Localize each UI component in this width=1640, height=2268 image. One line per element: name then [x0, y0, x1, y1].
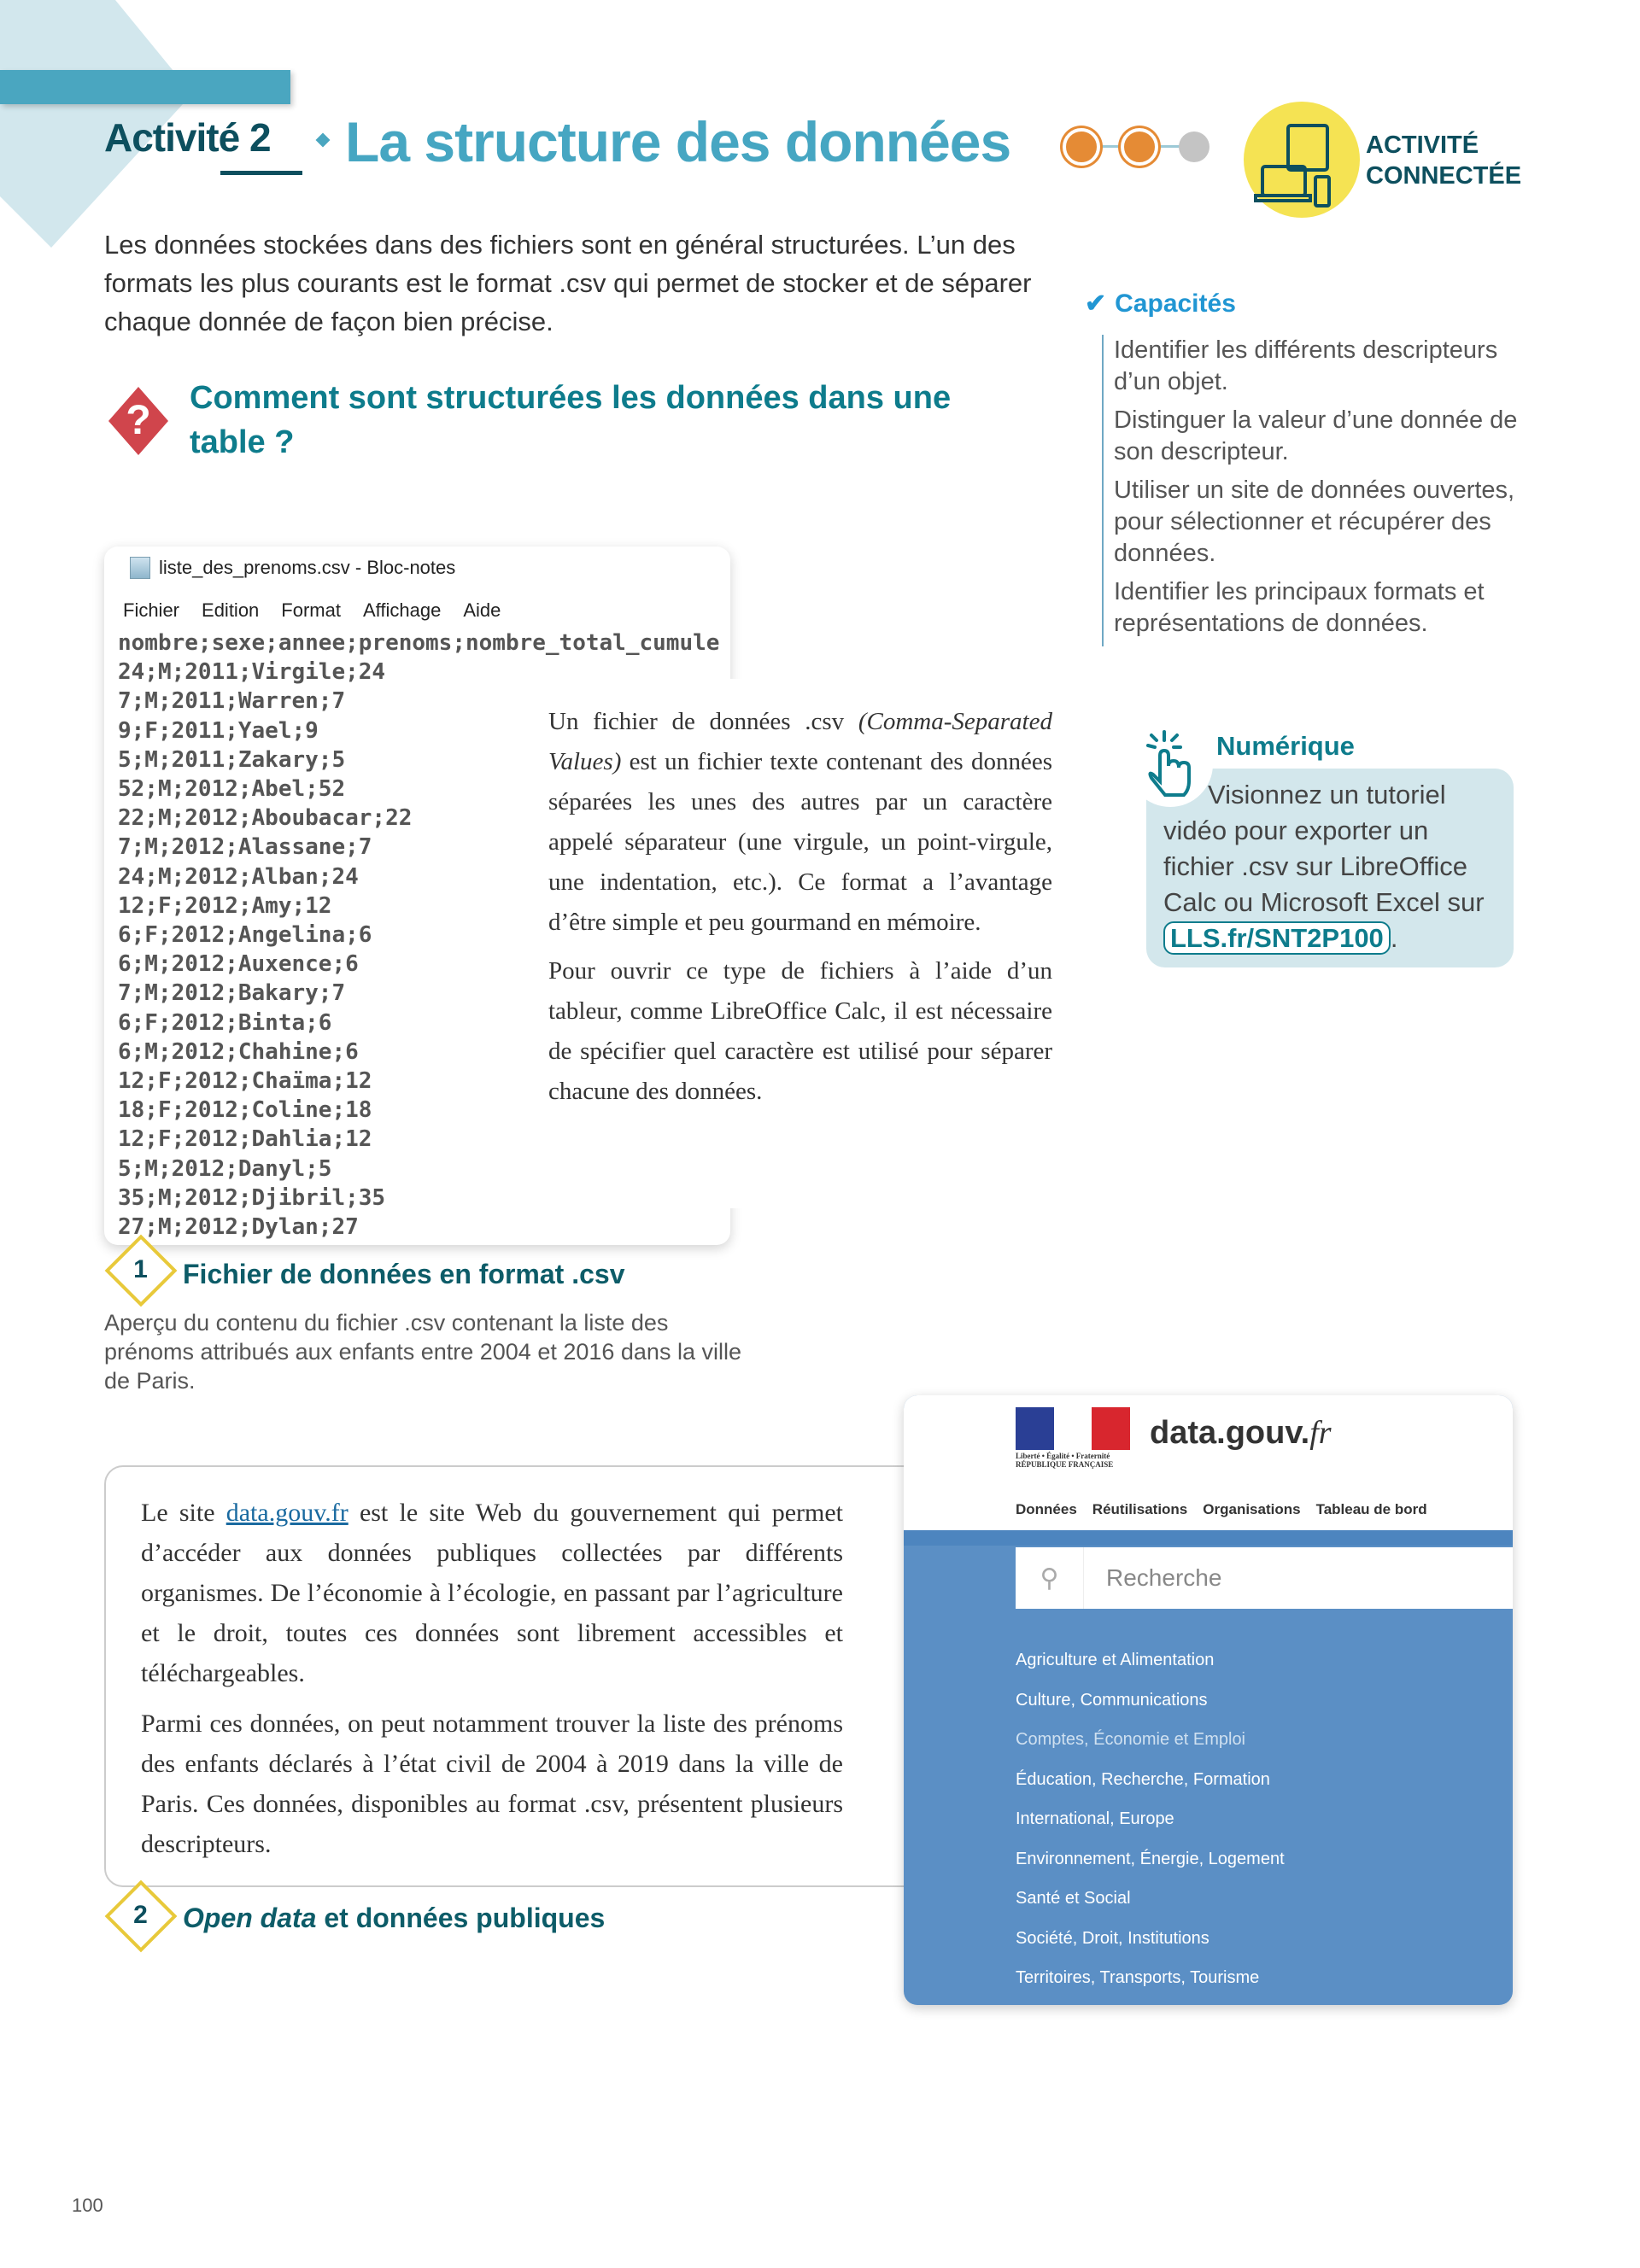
- capacites-title: Capacités: [1115, 289, 1236, 318]
- search-icon[interactable]: ⚲: [1016, 1547, 1084, 1609]
- csv-line: 22;M;2012;Aboubacar;22: [118, 805, 413, 832]
- category-link[interactable]: Territoires, Transports, Tourisme: [1016, 1968, 1260, 1987]
- notepad-icon: [130, 557, 150, 579]
- nav-organisations[interactable]: Organisations: [1203, 1501, 1301, 1517]
- capacites-heading: [1085, 289, 1236, 319]
- doc-title: [183, 1903, 605, 1934]
- category-link[interactable]: Éducation, Recherche, Formation: [1016, 1769, 1270, 1789]
- doc-title: Fichier de données en format .csv: [183, 1259, 625, 1289]
- notepad-title: liste_des_prenoms.csv - Bloc-notes: [159, 557, 456, 578]
- csv-line: 18;F;2012;Coline;18: [118, 1097, 372, 1124]
- separator-dot: [316, 133, 331, 148]
- doc-title-rest: et données publiques: [316, 1903, 606, 1933]
- csv-line: 6;M;2012;Chahine;6: [118, 1038, 359, 1065]
- menu-format[interactable]: Format: [281, 599, 341, 621]
- csv-line: nombre;sexe;annee;prenoms;nombre_total_cumule: [118, 630, 720, 656]
- csv-line: 7;M;2012;Bakary;7: [118, 980, 346, 1007]
- doc2-text-part: Le site: [141, 1499, 226, 1527]
- nav-donnees[interactable]: Données: [1016, 1501, 1077, 1517]
- site-nav: [1016, 1501, 1427, 1518]
- site-brand[interactable]: [1150, 1414, 1332, 1452]
- datagouv-screenshot: [904, 1395, 1513, 2005]
- csv-line: 12;F;2012;Amy;12: [118, 892, 332, 919]
- devices-icon: [1244, 102, 1360, 218]
- capacite-item: Identifier les différents descripteurs d’un objet.: [1114, 336, 1498, 395]
- desc-text: est un fichier texte contenant des données séparées les unes des autres par un caractère appelé séparateur (une virgule, un point-virgule, une indentation, etc.). Ce format a l’avantage d’être simple et peu gourmand en mémoire.: [548, 748, 1052, 936]
- capacites-list: [1102, 335, 1529, 646]
- svg-text:?: ?: [126, 398, 151, 443]
- badge-line: ACTIVITÉ: [1366, 132, 1479, 159]
- doc-title-italic: Open data: [183, 1903, 317, 1933]
- numerique-link[interactable]: LLS.fr/SNT2P100: [1163, 921, 1391, 955]
- brand-name: data.gouv.: [1150, 1415, 1310, 1451]
- notepad-titlebar: [130, 557, 455, 579]
- menu-aide[interactable]: Aide: [463, 599, 501, 621]
- csv-line: 24;M;2012;Alban;24: [118, 863, 359, 890]
- numerique-end: .: [1390, 923, 1398, 953]
- activity-label: Activité 2: [104, 115, 271, 160]
- numerique-text: [1163, 777, 1505, 956]
- check-badge-icon: ✔: [1085, 289, 1107, 318]
- csv-line: 24;M;2011;Virgile;24: [118, 659, 386, 686]
- connected-activity-badge: [1366, 130, 1521, 191]
- csv-line: 7;M;2012;Alassane;7: [118, 834, 372, 861]
- category-list: [1016, 1640, 1285, 1998]
- logo-text: Liberté • Égalité • Fraternité RÉPUBLIQUE FRANÇAISE: [1016, 1452, 1114, 1469]
- menu-affichage[interactable]: Affichage: [362, 599, 442, 621]
- level-dot-filled: [1063, 128, 1100, 166]
- csv-line: 12;F;2012;Chaïma;12: [118, 1068, 372, 1095]
- menu-fichier[interactable]: Fichier: [123, 599, 180, 621]
- level-dot-filled: [1121, 128, 1158, 166]
- csv-line: 6;M;2012;Auxence;6: [118, 951, 359, 978]
- csv-description: [548, 702, 1052, 1120]
- csv-line: 52;M;2012;Abel;52: [118, 776, 346, 803]
- page-number: 100: [72, 2195, 103, 2216]
- marianne-logo: [1016, 1407, 1130, 1450]
- doc2-text-part: est le site Web du gouvernement qui permet d’accéder aux données publiques collectées par différents organismes. De l’économie à l’écologie, en passant par l’agriculture et le droit, toutes ces données sont librement accessibles et téléchargeables.: [141, 1499, 843, 1687]
- category-link[interactable]: International, Europe: [1016, 1809, 1174, 1828]
- intro-paragraph: Les données stockées dans des fichiers sont en général structurées. L’un des formats les plus courants est le format .csv qui permet de stocker et de séparer chaque donnée de façon bien précise.: [104, 230, 1032, 336]
- category-link[interactable]: Comptes, Économie et Emploi: [1016, 1730, 1246, 1749]
- desc-paragraph: [548, 702, 1052, 943]
- csv-line: 7;M;2011;Warren;7: [118, 688, 346, 715]
- doc-number: 1: [133, 1255, 148, 1283]
- doc2-paragraph: Parmi ces données, on peut notamment trouver la liste des prénoms des enfants déclarés à l’état civil de 2004 à 2019 dans la ville de Paris. Ces données, disponibles au format .csv, présentent plusieurs descripteurs.: [141, 1710, 843, 1858]
- csv-line: 5;M;2011;Zakary;5: [118, 746, 346, 773]
- csv-line: 6;F;2012;Binta;6: [118, 1009, 332, 1036]
- category-link[interactable]: Culture, Communications: [1016, 1690, 1208, 1710]
- question-heading: Comment sont structurées les données dans une table ?: [190, 380, 952, 460]
- nav-tableau-de-bord[interactable]: Tableau de bord: [1315, 1501, 1427, 1517]
- numerique-body: Visionnez un tutoriel vidéo pour exporter un fichier .csv sur LibreOffice Calc ou Microsoft Excel sur: [1163, 780, 1485, 917]
- menu-edition[interactable]: Edition: [202, 599, 260, 621]
- numerique-title: Numérique: [1216, 731, 1355, 761]
- datagouv-link[interactable]: data.gouv.fr: [226, 1499, 348, 1527]
- desc-paragraph: Pour ouvrir ce type de fichiers à l’aide d’un tableur, comme LibreOffice Calc, il est nécessaire de spécifier quel caractère est utilisé pour séparer chacune des données.: [548, 957, 1052, 1105]
- capacite-item: Utiliser un site de données ouvertes, pour sélectionner et récupérer des données.: [1114, 476, 1515, 567]
- search-placeholder: Recherche: [1106, 1564, 1222, 1591]
- desc-text: Un fichier de données .csv: [548, 708, 858, 735]
- doc2-paragraph: [141, 1493, 843, 1693]
- category-link[interactable]: Agriculture et Alimentation: [1016, 1651, 1215, 1669]
- csv-line: 27;M;2012;Dylan;27: [118, 1214, 359, 1241]
- nav-reutilisations[interactable]: Réutilisations: [1092, 1501, 1188, 1517]
- doc-number: 2: [133, 1901, 148, 1929]
- capacite-item: Identifier les principaux formats et représentations de données.: [1114, 578, 1485, 637]
- capacite-item: Distinguer la valeur d’une donnée de son descripteur.: [1114, 406, 1518, 465]
- csv-line: 6;F;2012;Angelina;6: [118, 922, 372, 949]
- header-bar: [0, 70, 290, 104]
- doc-caption: Aperçu du contenu du fichier .csv contenant la liste des prénoms attribués aux enfants entre 2004 et 2016 dans la ville de Paris.: [104, 1310, 741, 1394]
- desc-italic: (Comma-Separated Values): [548, 708, 1052, 775]
- csv-line: 9;F;2011;Yael;9: [118, 717, 319, 744]
- csv-line: 35;M;2012;Djibril;35: [118, 1184, 386, 1211]
- csv-line: 5;M;2012;Danyl;5: [118, 1155, 332, 1182]
- question-icon: [104, 383, 173, 459]
- level-dot-empty: [1179, 132, 1210, 162]
- doc2-text: [141, 1493, 843, 1874]
- csv-line: 12;F;2012;Dahlia;12: [118, 1126, 372, 1153]
- category-link[interactable]: Santé et Social: [1016, 1889, 1131, 1908]
- category-link[interactable]: Environnement, Énergie, Logement: [1016, 1849, 1285, 1868]
- brand-tld: fr: [1309, 1415, 1332, 1451]
- search-input[interactable]: [1016, 1547, 1513, 1609]
- page-title: La structure des données: [345, 110, 1011, 173]
- category-link[interactable]: Société, Droit, Institutions: [1016, 1928, 1210, 1948]
- nav-band: [904, 1530, 1513, 1546]
- activity-underline: [220, 171, 302, 175]
- notepad-menubar: [123, 599, 501, 622]
- badge-line: CONNECTÉE: [1366, 162, 1522, 190]
